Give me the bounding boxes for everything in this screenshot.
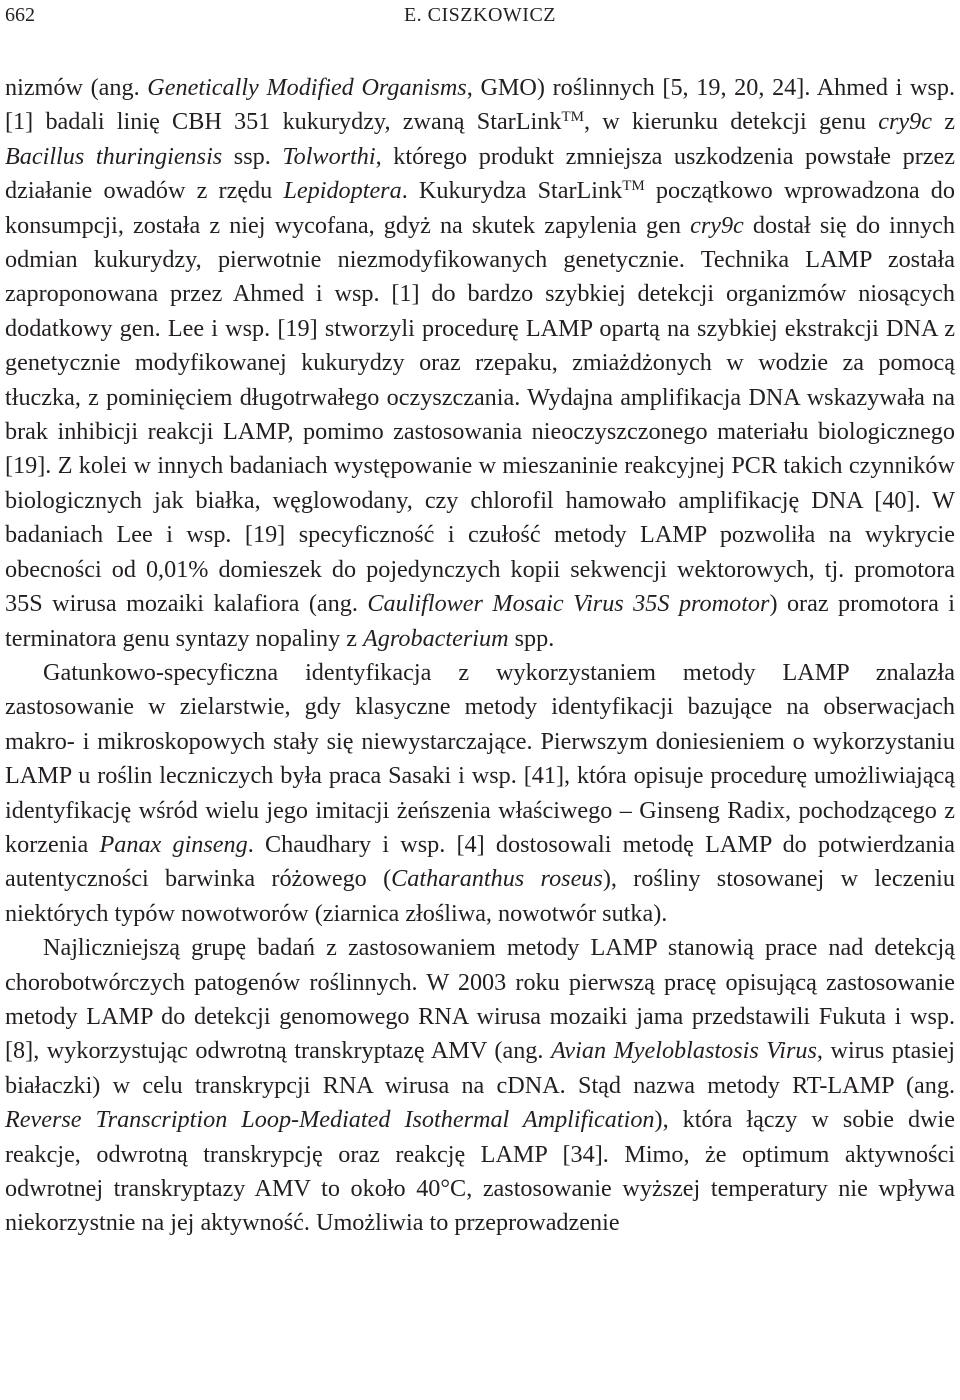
- text-span: . Kukurydza StarLink: [401, 177, 623, 205]
- text-span: . Chaudhary i wsp. [4] dostosowali metodę LAMP do potwierdzania autentyczności barwinka różowego (: [5, 830, 955, 893]
- page-number: 662: [5, 4, 35, 26]
- body-text: [5, 71, 955, 1241]
- italic-span: Agrobacterium: [363, 624, 509, 652]
- text-span: , którego produkt zmniejsza uszkodzenia powstałe przez działanie owadów z rzędu: [5, 142, 956, 205]
- italic-span: Bacillus thuringiensis: [5, 142, 223, 170]
- text-span: , GMO) roślinnych [5, 19, 20, 24]. Ahmed i wsp. [1] badali linię CBH 351 kukurydzy, zwaną StarLink: [5, 74, 955, 136]
- text-span: Gatunkowo-specyficzna identyfikacja z wykorzystaniem metody LAMP znalazła zastosowanie w zielarstwie, gdy klasyczne metody identyfikacji bazujące na obserwacjach makro- i mikroskopowych stały się niewystarczające. Pierwszym doniesieniem o wykorzystaniu LAMP u roślin leczniczych była praca Sasaki i wsp. [41], która opisuje procedurę umożliwiającą identyfikację wśród wielu jego imitacji żeńszenia właściwego – Ginseng Radix, pochodzącego z korzenia: [5, 658, 955, 858]
- text-span: ), która łączy w sobie dwie reakcje, odwrotną transkrypcję oraz reakcję LAMP [34]. Mimo, że optimum aktywności odwrotnej transkryptazy AMV to około 40°C, zastosowanie wyższej temperatury nie wpływa niekorzystnie na jej aktywność. Umożliwia to przeprowadzenie: [5, 1106, 955, 1237]
- running-head: E. CISZKOWICZ: [403, 4, 557, 26]
- text-span: ), rośliny stosowanej w leczeniu niektórych typów nowotworów (ziarnica złośliwa, nowotwór sutka).: [5, 865, 955, 927]
- text-span: , wirus ptasiej białaczki) w celu transkrypcji RNA wirusa na cDNA. Stąd nazwa metody RT-LAMP (ang.: [5, 1037, 955, 1099]
- paragraph-3: [5, 931, 955, 1241]
- italic-span: Tolworthi: [282, 142, 376, 170]
- text-span: z: [932, 108, 955, 136]
- italic-span: Panax ginseng: [99, 830, 248, 858]
- text-span: spp.: [508, 624, 555, 652]
- italic-span: cry9c: [878, 108, 932, 136]
- text-span: dostał się do innych odmian kukurydzy, pierwotnie niezmodyfikowanych genetycznie. Technika LAMP została zaproponowana przez Ahmed i wsp. [1] do bardzo szybkiej detekcji organizmów niosących dodatkowy gen. Lee i wsp. [19] stworzyli procedurę LAMP opartą na szybkiej ekstrakcji DNA z genetycznie modyfikowanej kukurydzy oraz rzepaku, zmiażdżonych w wodzie za pomocą tłuczka, z pominięciem długotrwałego oczyszczania. Wydajna amplifikacja DNA wskazywała na brak inhibicji reakcji LAMP, pomimo zastosowania nieoczyszczonego materiału biologicznego [19]. Z kolei w innych badaniach występowanie w mieszaninie reakcyjnej PCR takich czynników biologicznych jak białka, węglowodany, czy chlorofil hamowało amplifikację DNA [40]. W badaniach Lee i wsp. [19] specyficzność i czułość metody LAMP pozwoliła na wykrycie obecności od 0,01% domieszek do pojedynczych kopii sekwencji wektorowych, tj. promotora 35S wirusa mozaiki kalafiora (ang.: [5, 211, 955, 618]
- italic-span: Lepidoptera: [283, 177, 402, 205]
- page-header: [0, 0, 960, 30]
- text-span: nizmów (ang.: [5, 74, 148, 101]
- text-span: , w kierunku detekcji genu: [583, 108, 879, 136]
- superscript: TM: [561, 109, 584, 126]
- italic-span: Avian Myeloblastosis Virus: [550, 1037, 817, 1065]
- paragraph-2: [5, 656, 955, 931]
- italic-span: Catharanthus roseus: [391, 865, 603, 893]
- italic-span: Genetically Modified Organisms: [147, 74, 467, 101]
- italic-span: Reverse Transcription Loop-Mediated Isothermal Amplification: [5, 1106, 655, 1134]
- text-span: ssp.: [222, 142, 283, 170]
- paragraph-1: [5, 71, 955, 656]
- superscript: TM: [622, 177, 645, 194]
- italic-span: Cauliflower Mosaic Virus 35S promotor: [367, 590, 770, 618]
- italic-span: cry9c: [690, 211, 744, 239]
- text-span: ) oraz promotora i terminatora genu syntazy nopaliny z: [5, 590, 955, 652]
- text-span: początkowo wprowadzona do konsumpcji, została z niej wycofana, gdyż na skutek zapylenia gen: [5, 177, 955, 239]
- text-span: Najliczniejszą grupę badań z zastosowaniem metody LAMP stanowią prace nad detekcją chorobotwórczych patogenów roślinnych. W 2003 roku pierwszą pracę opisującą zastosowanie metody LAMP do detekcji genomowego RNA wirusa mozaiki jama przedstawili Fukuta i wsp. [8], wykorzystując odwrotną transkryptazę AMV (ang.: [5, 934, 955, 1065]
